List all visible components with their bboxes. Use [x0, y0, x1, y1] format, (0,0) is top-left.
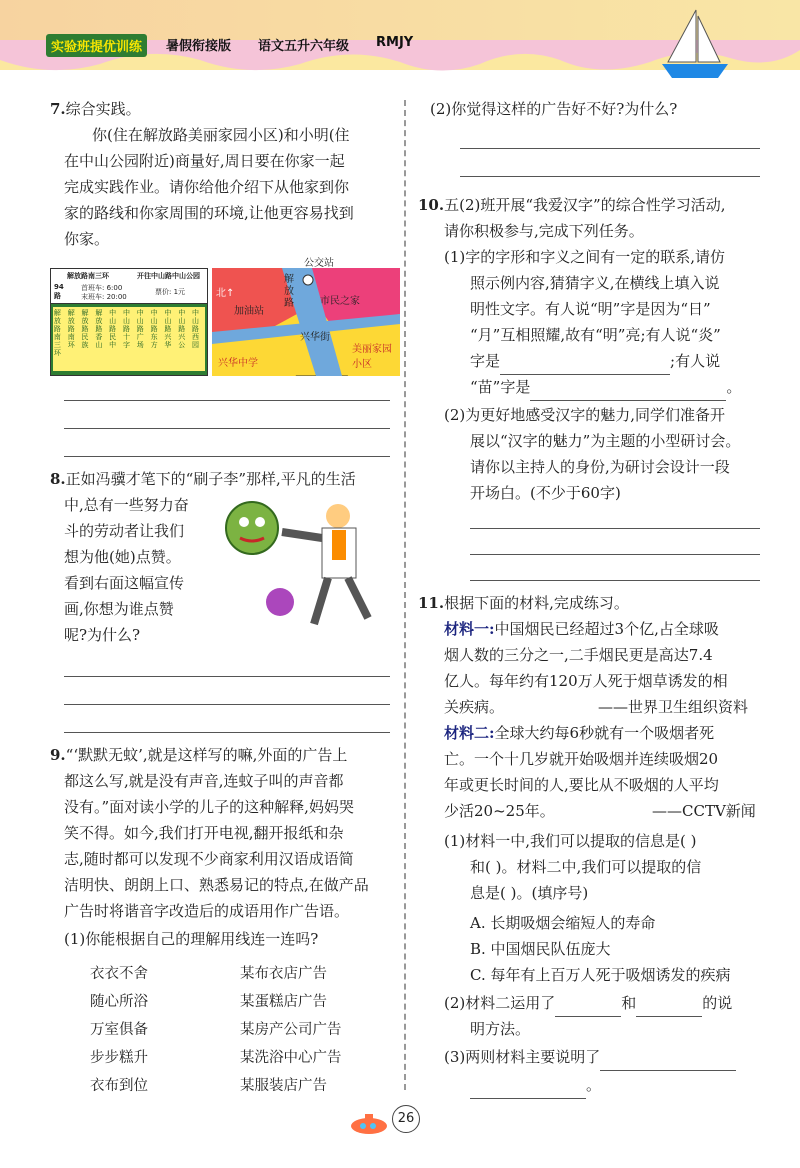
q10-sub2-line-1: (2)为更好地感受汉字的魅力,同学们准备开 [444, 406, 726, 424]
bus-first: 首班车: 6:00 [81, 284, 123, 292]
answer-line[interactable] [64, 704, 390, 705]
bus-stop-8: 中山路东方 [150, 309, 158, 349]
map-school: 兴华中学 [218, 358, 258, 369]
q10-sub2-line-3: 请你以主持人的身份,为研讨会设计一段 [470, 458, 730, 476]
bus-stop-list [53, 307, 205, 371]
column-divider [404, 100, 406, 1090]
match-left-4[interactable]: 步步糕升 [90, 1050, 148, 1066]
q9-line-7: 广告时将谐音字改造后的成语用作广告语。 [64, 902, 350, 920]
q11-option-b: B. 中国烟民队伍庞大 [470, 940, 611, 958]
q9-sub1: (1)你能根据自己的理解用线连一连吗? [64, 930, 319, 948]
q11-m2-source: ——CCTV新闻 [652, 802, 756, 820]
answer-line[interactable] [470, 554, 760, 555]
match-left-5[interactable]: 衣布到位 [90, 1078, 148, 1094]
bus-stop-10: 中山路兴公 [178, 309, 186, 349]
match-left-1[interactable]: 衣衣不舍 [90, 966, 148, 982]
q8-line-1: 8.正如冯骥才笔下的“刷子李”那样,平凡的生活 [50, 470, 356, 488]
q11-sub3-line-1: (3)两则材料主要说明了 [444, 1044, 736, 1071]
q11-title: 11.根据下面的材料,完成练习。 [418, 594, 629, 612]
q11-m2-line-1: 材料二:全球大约每6秒就有一个吸烟者死 [444, 724, 715, 742]
q9-line-5: 志,随时都可以发现不少商家利用汉语成语简 [64, 850, 354, 868]
map-citizen-home: 市民之家 [320, 296, 360, 307]
q10-sub2-line-4: 开场白。(不少于60字) [470, 484, 621, 502]
q7-line-3: 完成实践作业。请你给他介绍下从他家到你 [64, 178, 350, 196]
q9-line-3: 没有。”面对读小学的儿子的这种解释,妈妈哭 [64, 798, 354, 816]
q9-sub2: (2)你觉得这样的广告好不好?为什么? [430, 100, 678, 118]
q11-sub3-line-2: 。 [470, 1072, 601, 1099]
q10-sub2-line-2: 展以“汉字的魅力”为主题的小型研讨会。 [470, 432, 741, 450]
bus-stop-9: 中山路兴华 [164, 309, 172, 349]
q9-line-2: 都这么写,就是没有声音,连蚊子叫的声音都 [64, 772, 344, 790]
q11-sub2-line-1: (2)材料二运用了 和 的说 [444, 990, 732, 1017]
fill-blank[interactable] [530, 374, 726, 401]
q11-m1-source: ——世界卫生组织资料 [598, 698, 749, 716]
q9-line-6: 洁明快、朗朗上口、熟悉易记的特点,在做产品 [64, 876, 369, 894]
q11-option-a: A. 长期吸烟会缩短人的寿命 [470, 914, 656, 932]
q10-sub1-line-3: 明性文字。有人说“明”字是因为“日” [470, 300, 711, 318]
q10-sub1-line-6: “苗”字是 。 [470, 374, 741, 401]
answer-line[interactable] [460, 176, 760, 177]
bus-stop-1: 解放路南三环 [53, 309, 61, 357]
map-road-jiefang: 解放路 [284, 274, 294, 309]
answer-line[interactable] [64, 732, 390, 733]
match-right-2[interactable]: 某蛋糕店广告 [240, 994, 327, 1010]
q7-title: 7.综合实践。 [50, 100, 141, 118]
map-north: 北↑ [216, 288, 235, 299]
fill-blank[interactable] [636, 990, 702, 1017]
q11-sub1-line-1: (1)材料一中,我们可以提取的信息是( ) [444, 832, 697, 850]
fill-blank[interactable] [555, 990, 621, 1017]
sailboat-icon [654, 0, 734, 90]
map-home: 美丽家园小区 [352, 344, 392, 370]
q7-line-5: 你家。 [64, 230, 110, 248]
page-number: 26 [392, 1105, 420, 1133]
q9-line-4: 笑不得。如今,我们打开电视,翻开报纸和杂 [64, 824, 344, 842]
subject-grade-label: 语文五升六年级 [258, 39, 350, 54]
q10-sub1-line-4: “月”互相照耀,故有“明”亮;有人说“炎” [470, 326, 721, 344]
map-road-xinghua: 兴华街 [300, 332, 330, 343]
bus-stop-6: 中山路十字 [122, 309, 130, 349]
fill-blank[interactable] [470, 1072, 586, 1099]
q10-sub1-line-5: 字是 ;有人说 [470, 348, 720, 375]
q8-line-3: 斗的劳动者让我们 [64, 522, 185, 540]
bus-stop-3: 解放路民族 [81, 309, 89, 349]
answer-line[interactable] [460, 148, 760, 149]
q10-sub1-line-2: 照示例内容,猜猜字义,在横线上填入说 [470, 274, 720, 292]
doctor-virus-illustration [218, 494, 394, 634]
bus-stop-5: 中山路民中 [109, 309, 117, 349]
match-right-4[interactable]: 某洗浴中心广告 [240, 1050, 342, 1066]
submarine-icon [347, 1110, 395, 1136]
match-right-1[interactable]: 某布衣店广告 [240, 966, 327, 982]
bus-stop-11: 中山路西园 [192, 309, 200, 349]
q10-sub1-line-1: (1)字的字形和字义之间有一定的联系,请仿 [444, 248, 726, 266]
fill-blank[interactable] [500, 348, 670, 375]
series-tag: 实验班提优训练 [46, 34, 147, 57]
q11-m1-line-3: 亿人。每年约有120万人死于烟草诱发的相 [444, 672, 728, 690]
q11-m2-line-4: 少活20~25年。 [444, 802, 555, 820]
answer-line[interactable] [64, 676, 390, 677]
q8-line-4: 想为他(她)点赞。 [64, 548, 181, 566]
fill-blank[interactable] [600, 1044, 736, 1071]
answer-line[interactable] [470, 580, 760, 581]
bus-route-label: 94路 [54, 283, 64, 300]
q11-option-c: C. 每年有上百万人死于吸烟诱发的疾病 [470, 966, 731, 984]
answer-line[interactable] [470, 528, 760, 529]
bus-stop-2: 解放路南环 [67, 309, 75, 349]
q7-line-4: 家的路线和你家周围的环境,让他更容易找到 [64, 204, 354, 222]
match-right-3[interactable]: 某房产公司广告 [240, 1022, 342, 1038]
bus-last: 末班车: 20:00 [81, 293, 127, 301]
match-left-3[interactable]: 万室俱备 [90, 1022, 148, 1038]
answer-line[interactable] [64, 456, 390, 457]
q8-line-6: 画,你想为谁点赞 [64, 600, 174, 618]
q11-m1-line-1: 材料一:中国烟民已经超过3个亿,占全球吸 [444, 620, 719, 638]
bus-stop-sign [50, 268, 208, 376]
q11-sub1-line-2: 和( )。材料二中,我们可以提取的信 [470, 858, 702, 876]
match-right-5[interactable]: 某服装店广告 [240, 1078, 327, 1094]
edition-label: 暑假衔接版 [166, 39, 232, 54]
map-labels [212, 258, 400, 376]
q9-line-1: 9.“‘默默无蚊’,就是这样写的嘛,外面的广告上 [50, 746, 348, 764]
q7-line-1: 你(住在解放路美丽家园小区)和小明(住 [92, 126, 350, 144]
q11-sub1-line-3: 息是( )。(填序号) [470, 884, 589, 902]
answer-line[interactable] [64, 428, 390, 429]
bus-fare: 票价: 1元 [155, 288, 186, 296]
bus-stop-7: 中山路广场 [136, 309, 144, 349]
q10-line-2: 请你积极参与,完成下列任务。 [444, 222, 644, 240]
bus-to: 开往中山路中山公园 [137, 272, 200, 280]
q11-m1-line-4: 关疾病。 [444, 698, 505, 716]
q11-sub2-line-2: 明方法。 [470, 1020, 531, 1038]
answer-line[interactable] [64, 400, 390, 401]
match-left-2[interactable]: 随心所浴 [90, 994, 148, 1010]
publisher-code: RMJY [376, 35, 414, 50]
q11-m2-line-3: 年或更长时间的人,要比从不吸烟的人平均 [444, 776, 719, 794]
bus-stop-4: 解放路香山 [95, 309, 103, 349]
map-bus-stop: 公交站 [304, 258, 334, 269]
q10-line-1: 10.五(2)班开展“我爱汉字”的综合性学习活动, [418, 196, 726, 214]
map-gas-station: 加油站 [234, 306, 264, 317]
q8-line-2: 中,总有一些努力奋 [64, 496, 189, 514]
q11-m1-line-2: 烟人数的三分之一,二手烟民更是高达7.4 [444, 646, 713, 664]
q8-line-5: 看到右面这幅宣传 [64, 574, 185, 592]
q11-m2-line-2: 亡。一个十几岁就开始吸烟并连续吸烟20 [444, 750, 719, 768]
q7-line-2: 在中山公园附近)商量好,周日要在你家一起 [64, 152, 345, 170]
q8-line-7: 呢?为什么? [64, 626, 141, 644]
bus-from: 解放路南三环 [67, 272, 109, 280]
